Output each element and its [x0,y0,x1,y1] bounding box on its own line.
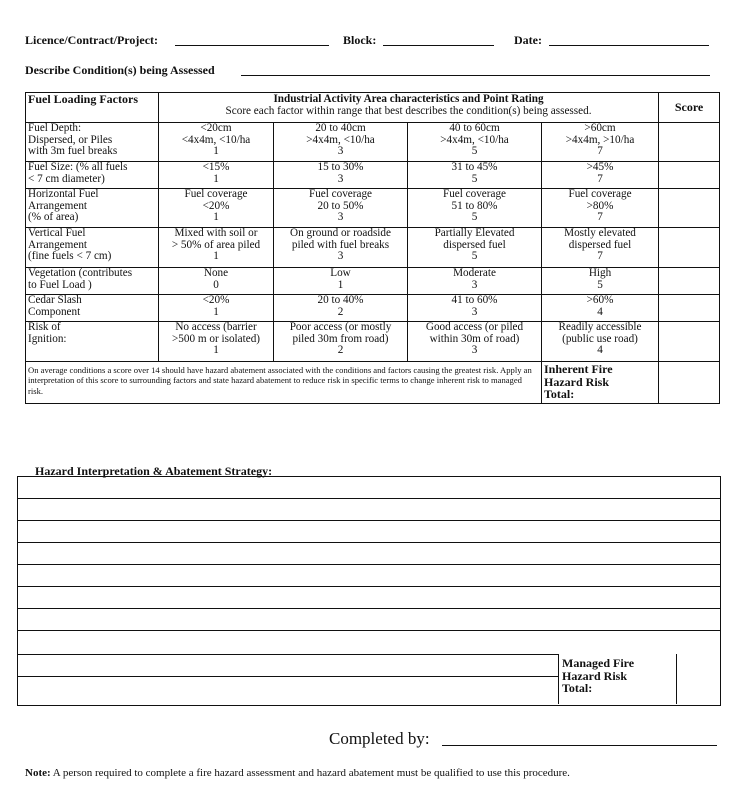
rating-cell[interactable]: Low 1 [274,268,408,295]
rating-cell[interactable]: Fuel coverage 51 to 80% 5 [408,189,542,228]
licence-label: Licence/Contract/Project: [25,33,159,47]
factor-label: Fuel Depth: Dispersed, or Piles with 3m fuel breaks [26,123,159,162]
footer-note-label: Note: [25,767,51,779]
hazard-title: Hazard Interpretation & Abatement Strategy: [35,464,273,478]
rating-cell[interactable]: Readily accessible (public use road) 4 [542,322,659,362]
col-header-main [159,93,659,123]
rating-cell[interactable]: <20cm <4x4m, <10/ha 1 [159,123,274,162]
score-cell[interactable] [659,268,720,295]
rating-cell[interactable]: None 0 [159,268,274,295]
table-row [26,322,720,362]
rating-cell[interactable]: 31 to 45% 5 [408,162,542,189]
rating-cell[interactable]: On ground or roadside piled with fuel breaks 3 [274,228,408,268]
rating-cell[interactable]: Poor access (or mostly piled 30m from road) 2 [274,322,408,362]
factor-label: Horizontal Fuel Arrangement (% of area) [26,189,159,228]
rating-cell[interactable]: Fuel coverage 20 to 50% 3 [274,189,408,228]
inherent-risk-total[interactable] [659,362,720,404]
factor-label: Cedar Slash Component [26,295,159,322]
rating-cell[interactable]: Partially Elevated dispersed fuel 5 [408,228,542,268]
managed-risk-total[interactable] [676,654,719,704]
rating-cell[interactable]: <20% 1 [159,295,274,322]
licence-field[interactable] [175,45,329,46]
rating-cell[interactable]: Mixed with soil or > 50% of area piled 1 [159,228,274,268]
describe-label: Describe Condition(s) being Assessed [25,63,215,77]
score-cell[interactable] [659,162,720,189]
footer-note-text: A person required to complete a fire hazard assessment and hazard abatement must be qualified to use this procedure. [50,767,570,779]
fuel-loading-table [25,92,720,404]
col-header-factors: Fuel Loading Factors [26,93,159,123]
rating-cell[interactable]: 20 to 40cm >4x4m, <10/ha 3 [274,123,408,162]
block-label: Block: [343,33,377,47]
rating-cell[interactable]: Fuel coverage >80% 7 [542,189,659,228]
main-header-subtitle: Score each factor within range that best describes the condition(s) being assessed. [225,104,592,117]
factor-label: Vegetation (contributes to Fuel Load ) [26,268,159,295]
score-cell[interactable] [659,123,720,162]
table-row [26,123,720,162]
score-cell[interactable] [659,189,720,228]
completed-by-field[interactable] [442,745,717,746]
col-header-score: Score [659,93,720,123]
inherent-risk-label: Inherent Fire Hazard Risk Total: [542,362,659,404]
rating-cell[interactable]: 20 to 40% 2 [274,295,408,322]
table-row [26,268,720,295]
footer-note [25,767,570,779]
score-cell[interactable] [659,228,720,268]
table-row [26,295,720,322]
table-row [26,189,720,228]
note-text: On average conditions a score over 14 should have hazard abatement associated with the conditions and factors causing the greatest risk. Apply an interpretation of this score to surrounding factors and state hazard abatement to reduce risk in specific terms to change inherent risk to managed risk. [26,362,542,404]
managed-risk-label: Managed Fire Hazard Risk Total: [562,656,635,695]
rating-cell[interactable]: Moderate 3 [408,268,542,295]
rating-cell[interactable]: 40 to 60cm >4x4m, <10/ha 5 [408,123,542,162]
score-cell[interactable] [659,322,720,362]
block-field[interactable] [383,45,494,46]
rating-cell[interactable]: <15% 1 [159,162,274,189]
factor-label: Risk of Ignition: [26,322,159,362]
table-row [26,162,720,189]
rating-cell[interactable]: >60cm >4x4m, >10/ha 7 [542,123,659,162]
rating-cell[interactable]: High 5 [542,268,659,295]
managed-risk-cell [558,654,677,704]
date-field[interactable] [549,45,709,46]
factor-label: Fuel Size: (% all fuels < 7 cm diameter) [26,162,159,189]
score-cell[interactable] [659,295,720,322]
rating-cell[interactable]: Mostly elevated dispersed fuel 7 [542,228,659,268]
rating-cell[interactable]: 41 to 60% 3 [408,295,542,322]
table-row [26,228,720,268]
rating-cell[interactable]: >60% 4 [542,295,659,322]
rating-cell[interactable]: >45% 7 [542,162,659,189]
rating-cell[interactable]: 15 to 30% 3 [274,162,408,189]
main-header-title: Industrial Activity Area characteristics and Point Rating [273,93,544,105]
completed-by-label: Completed by: [329,729,430,748]
date-label: Date: [514,33,542,47]
rating-cell[interactable]: Good access (or piled within 30m of road) 3 [408,322,542,362]
rating-cell[interactable]: No access (barrier >500 m or isolated) 1 [159,322,274,362]
rating-cell[interactable]: Fuel coverage <20% 1 [159,189,274,228]
describe-field[interactable] [241,75,710,76]
factor-label: Vertical Fuel Arrangement (fine fuels < 7 cm) [26,228,159,268]
